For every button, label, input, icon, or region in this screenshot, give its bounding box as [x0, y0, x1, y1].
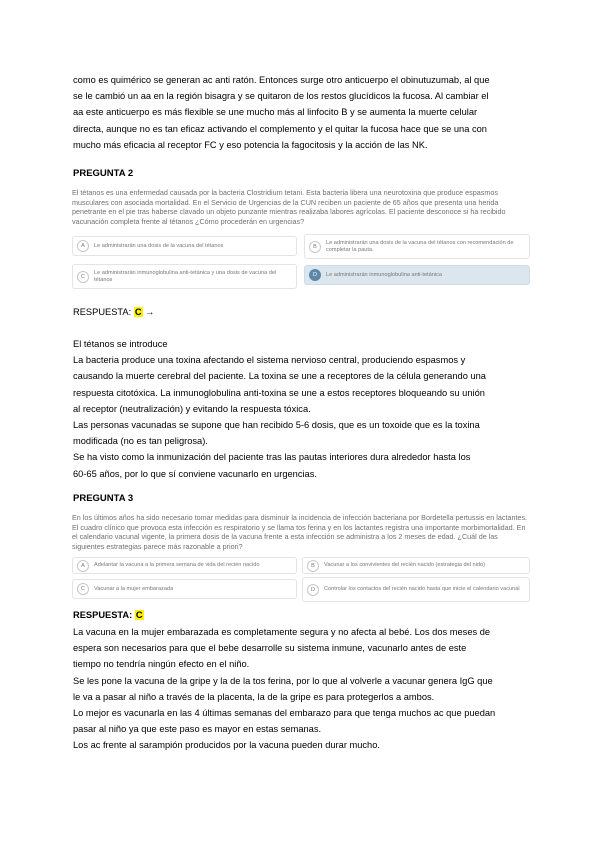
option-letter: C	[77, 271, 89, 283]
option-text: Vacunar a la mujer embarazada	[94, 585, 174, 592]
text-line: 60-65 años, por lo que sí conviene vacunarlo en urgencias.	[73, 468, 317, 479]
text-line: le va a pasar al niño a través de la placenta, la de la gripe es para protegerlos a ambos.	[73, 691, 435, 702]
option-text: Adelantar la vacuna a la primera semana de vida del recién nacido	[94, 562, 260, 568]
text-line: Lo mejor es vacunarla en las 4 últimas semanas del embarazo para que tenga muchos ac que puedan	[73, 708, 496, 719]
option-letter: B	[309, 241, 321, 253]
option-letter: A	[77, 240, 89, 252]
text-line: La vacuna en la mujer embarazada es completamente segura y no afecta al bebé. Los dos meses de	[73, 627, 491, 637]
q3-option-a[interactable]	[72, 557, 297, 574]
question-2-card	[72, 185, 530, 297]
text-line: El tétanos se introduce	[73, 339, 168, 349]
text-line: aa este anticuerpo es más flexible se une mucho más al linfocito B y se aumenta la muerte celular	[73, 107, 478, 118]
option-text: Vacunar a los convivientes del recién nacido (estrategia del nido)	[324, 562, 485, 568]
option-text: Le administrarán inmunoglobulina anti-tetánica y una dosis de vacuna del tétanos	[94, 269, 277, 283]
question-2-explanation	[73, 336, 528, 482]
q3-option-b[interactable]	[302, 557, 530, 574]
option-text: Controlar los contactos del recién nacido hasta que inicie el calendario vacunal	[324, 586, 520, 592]
question-2-heading: PREGUNTA 2	[73, 168, 134, 179]
answer-letter: C	[134, 307, 142, 317]
question-3-card	[72, 510, 530, 602]
intro-paragraph	[73, 72, 528, 153]
option-text: Le administrarán una dosis de la vacuna del tétanos	[94, 242, 224, 249]
text-line: respuesta citotóxica. La inmunoglobulina anti-toxina se une a estos receptores bloqueando su unión	[73, 387, 485, 398]
answer-label: RESPUESTA:	[73, 610, 133, 620]
q2-option-b[interactable]	[304, 234, 530, 259]
option-text: Le administrarán una dosis de la vacuna del tétanos con recomendación de completar la pauta.	[326, 239, 514, 253]
option-letter: C	[77, 583, 89, 595]
option-letter: A	[77, 560, 89, 572]
question-3-answer	[73, 610, 144, 620]
text-line: mucho más eficacia al receptor FC y eso potencia la fagocitosis y la acción de las NK.	[73, 139, 428, 150]
q3-option-d[interactable]	[302, 577, 530, 602]
option-text: Le administrarán inmunoglobulina anti-tetánica	[326, 271, 442, 278]
text-line: tiempo no tendría ningún efecto en el niño.	[73, 659, 250, 670]
text-line: causando la muerte cerebral del paciente. La toxina se une a receptores de la célula generando una	[73, 371, 486, 382]
text-line: La bacteria produce una toxina afectando el sistema nervioso central, produciendo espasmos y	[73, 355, 466, 366]
text-line: modificada (no es tan peligrosa).	[73, 436, 208, 447]
question-3-heading: PREGUNTA 3	[73, 493, 134, 504]
option-letter: D	[309, 269, 321, 281]
text-line: se le cambió un aa en la región bisagra y se quitaron de los restos glucídicos la fucosa. Al cambiar el	[73, 91, 489, 102]
question-3-explanation	[73, 624, 528, 754]
q2-option-d[interactable]	[304, 265, 530, 285]
question-2-answer	[73, 307, 154, 317]
answer-arrow: →	[145, 307, 155, 317]
text-line: espera son necesarios para que el bebe desarrolle su sistema inmune, vacunarlo antes de este	[73, 643, 467, 654]
q2-option-c[interactable]	[72, 264, 297, 289]
option-letter: D	[307, 584, 319, 596]
text-line: Se les pone la vacuna de la gripe y la de la tos ferina, por lo que al volverle a vacunar genera IgG que	[73, 675, 493, 686]
text-line: al receptor (neutralización) y evitando la respuesta tóxica.	[73, 403, 311, 414]
text-line: como es quimérico se generan ac anti ratón. Entonces surge otro anticuerpo el obinutuzumab, al que	[73, 75, 490, 85]
answer-letter: C	[135, 610, 143, 620]
option-letter: B	[307, 560, 319, 572]
text-line: pasar al niño ya que este paso es mayor en estas semanas.	[73, 724, 322, 735]
answer-label: RESPUESTA:	[73, 307, 132, 317]
text-line: Las personas vacunadas se supone que han recibido 5-6 dosis, que es un toxoide que es la toxina	[73, 420, 480, 431]
q3-option-c[interactable]	[72, 579, 297, 599]
question-3-stem: En los últimos años ha sido necesario tomar medidas para disminuir la incidencia de infección bacteriana por Bordetella pertussis en lactantes. El cuadro clínico que provoca esta infección es respiratorio y se llama tos ferina y en los lactantes registra una importante morbimortalidad. En el calendario vacunal vigente, la primera dosis de la vacuna frente a esta infección se administra a los 2 meses de edad. ¿Cuál de las siguientes estrategias parece más razonable a priori?	[72, 513, 528, 551]
text-line: Se ha visto como la inmunización del paciente tras las pautas interiores dura alrededor hasta los	[73, 452, 471, 463]
q2-option-a[interactable]	[72, 236, 297, 256]
text-line: Los ac frente al sarampión producidos por la vacuna pueden durar mucho.	[73, 740, 380, 751]
question-2-stem: El tétanos es una enfermedad causada por la bacteria Clostridium tetani. Esta bacteria libera una neurotoxina que produce espasmos musculares con asociada mortalidad. En el Servicio de Urgencias de la CUN reciben un paciente de 65 años que presenta una herida penetrante en el pie tras haberse clavado un objeto punzante mientras realizaba labores agrícolas. El paciente desconoce si ha recibido vacunación completa frente al tétanos ¿Cómo procederán en urgencias?	[72, 188, 506, 226]
text-line: directa, aunque no es tan eficaz activando el complemento y el quitar la fucosa hace que se una con	[73, 123, 487, 134]
